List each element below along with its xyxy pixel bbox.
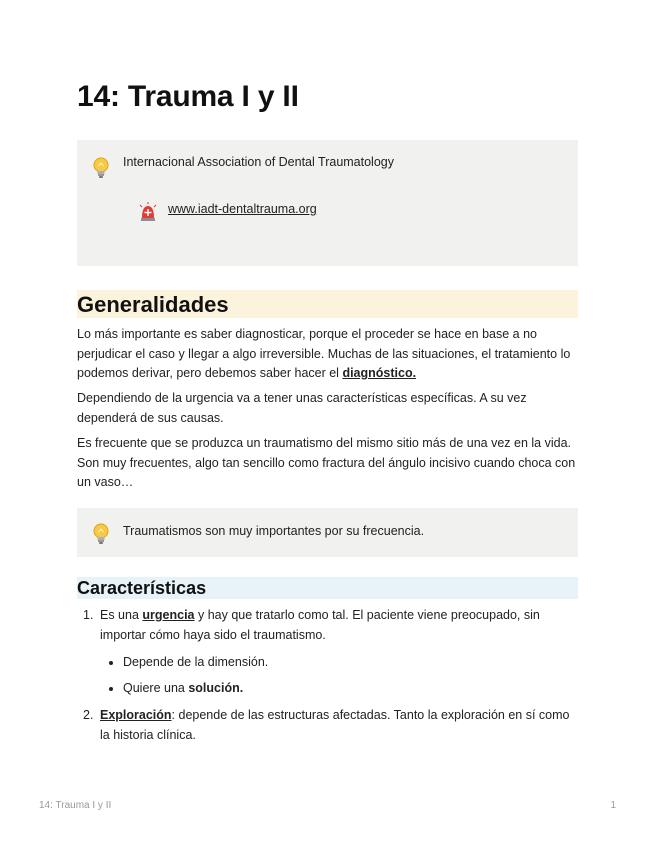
- bullet-dot: [109, 661, 113, 665]
- heading-caracteristicas: Características: [77, 577, 578, 599]
- lightbulb-icon: [91, 156, 111, 180]
- footer-title: 14: Trauma I y II: [39, 800, 112, 811]
- paragraph-frecuencia: Es frecuente que se produzca un traumatismo del mismo sitio más de una vez en la vida. Son muy frecuentes, algo tan sencillo como fractura del ángulo incisivo cuando choca con un vaso…: [77, 436, 576, 489]
- callout-association: [77, 140, 578, 266]
- lightbulb-icon: [91, 522, 111, 546]
- list-item-exploracion: 2. Exploración: depende de las estructuras afectadas. Tanto la exploración en sí como la historia clínica.: [83, 708, 570, 742]
- iadt-link[interactable]: www.iadt-dentaltrauma.org: [168, 202, 317, 216]
- bullet-dot: [109, 687, 113, 691]
- bold-solucion: solución.: [188, 681, 244, 695]
- bold-urgencia: urgencia: [142, 608, 195, 622]
- list-item-urgencia: 1. Es una urgencia y hay que tratarlo como tal. El paciente viene preocupado, sin importar cómo haya sido el traumatismo.: [83, 608, 540, 642]
- page-title: 14: Trauma I y II: [77, 80, 299, 113]
- callout-importancia: [77, 508, 578, 557]
- bullet-item-dimension: Depende de la dimensión.: [123, 653, 563, 673]
- callout-text: Internacional Association of Dental Traumatology: [123, 155, 394, 169]
- page-number: 1: [610, 800, 616, 811]
- callout-text: Traumatismos son muy importantes por su frecuencia.: [123, 524, 425, 538]
- heading-generalidades: Generalidades: [77, 290, 578, 318]
- list-number: 1.: [83, 608, 94, 622]
- siren-icon: [139, 202, 157, 224]
- bullet-item-solucion: Quiere una solución.: [123, 679, 563, 699]
- list-number: 2.: [83, 708, 94, 722]
- paragraph-diagnostico: Lo más importante es saber diagnosticar, porque el proceder se hace en base a no perjudicar el caso y llegar a algo irreversible. Muchas de las situaciones, el tratamiento lo podemos derivar, pero debemos saber hacer el diagnóstico.: [77, 327, 571, 380]
- bold-exploracion: Exploración: [100, 708, 172, 722]
- paragraph-urgencia: Dependiendo de la urgencia va a tener unas características específicas. A su vez dependerá de sus causas.: [77, 391, 527, 425]
- bold-diagnostico: diagnóstico.: [342, 366, 417, 380]
